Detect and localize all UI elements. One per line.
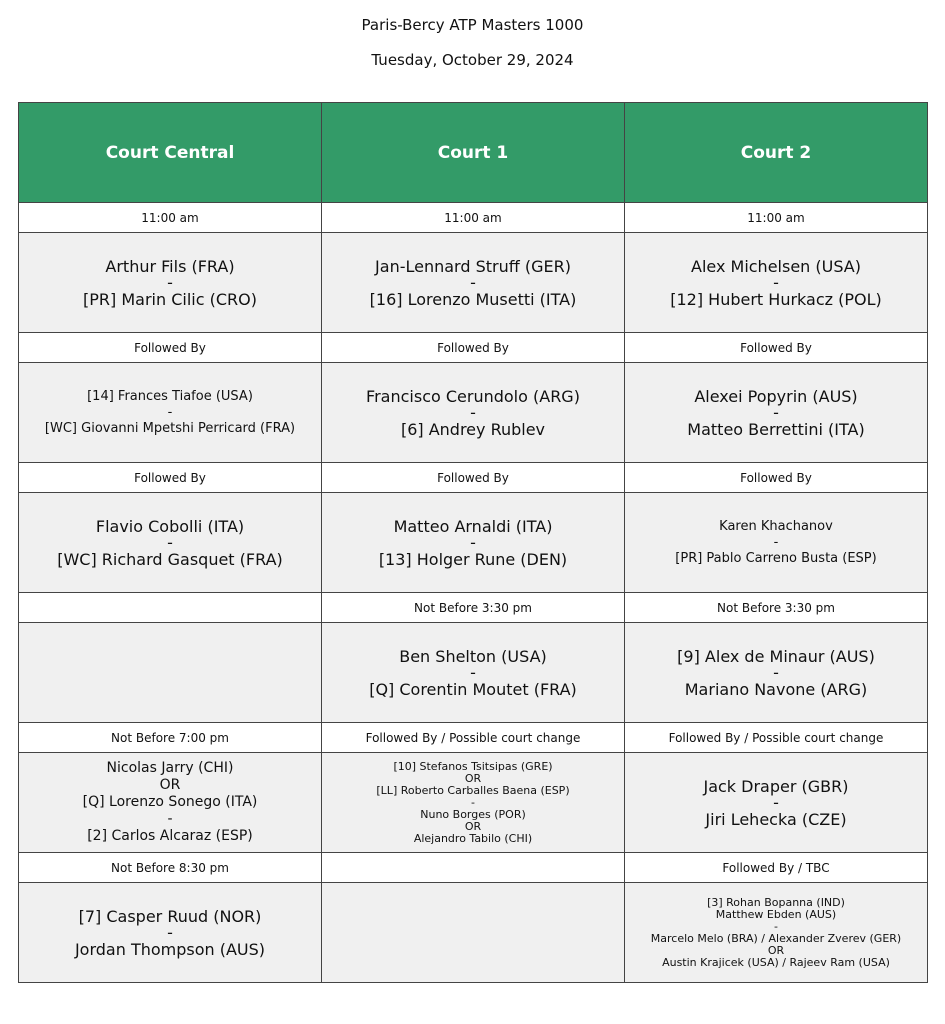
versus-separator: -	[773, 534, 779, 550]
time-slot-cell: 11:00 am	[625, 203, 928, 233]
player-line: [PR] Pablo Carreno Busta (ESP)	[675, 550, 877, 566]
time-row	[19, 593, 928, 623]
time-slot-cell: 11:00 am	[322, 203, 625, 233]
match-cell	[19, 753, 322, 853]
player-line: [2] Carlos Alcaraz (ESP)	[87, 828, 253, 844]
versus-separator: -	[167, 532, 173, 552]
or-separator: OR	[464, 819, 482, 833]
versus-separator: -	[167, 811, 173, 827]
player-line: [WC] Richard Gasquet (FRA)	[57, 549, 283, 569]
time-row	[19, 333, 928, 363]
player-line: Matteo Arnaldi (ITA)	[393, 516, 553, 536]
versus-separator: -	[167, 404, 173, 420]
time-slot-cell: Not Before 8:30 pm	[19, 853, 322, 883]
time-slot-cell: 11:00 am	[19, 203, 322, 233]
player-line: Marcelo Melo (BRA) / Alexander Zverev (GER)	[650, 931, 902, 945]
time-slot-cell: Followed By	[19, 463, 322, 493]
player-line: Jan-Lennard Struff (GER)	[375, 256, 571, 276]
match-cell	[322, 493, 625, 593]
match-cell	[322, 753, 625, 853]
time-slot-cell: Followed By	[625, 463, 928, 493]
time-row	[19, 203, 928, 233]
match-cell	[322, 623, 625, 723]
match-row	[19, 233, 928, 333]
match-cell	[19, 493, 322, 593]
versus-separator: -	[773, 272, 779, 292]
match-cell	[19, 233, 322, 333]
match-row	[19, 883, 928, 983]
time-row	[19, 723, 928, 753]
match-cell	[625, 233, 928, 333]
player-line: [14] Frances Tiafoe (USA)	[87, 388, 253, 404]
player-line: Austin Krajicek (USA) / Rajeev Ram (USA)	[662, 955, 890, 969]
player-line: [7] Casper Ruud (NOR)	[78, 906, 262, 926]
event-date: Tuesday, October 29, 2024	[371, 51, 574, 69]
time-slot-cell: Followed By / Possible court change	[625, 723, 928, 753]
player-line: [Q] Corentin Moutet (FRA)	[369, 679, 577, 699]
time-slot-cell: Followed By	[19, 333, 322, 363]
versus-separator: -	[470, 532, 476, 552]
player-line: Alejandro Tabilo (CHI)	[413, 831, 533, 845]
player-line: Jiri Lehecka (CZE)	[705, 809, 847, 829]
court-header-row	[19, 103, 928, 203]
time-slot-cell	[19, 593, 322, 623]
player-line: [13] Holger Rune (DEN)	[378, 549, 568, 569]
or-separator: OR	[159, 777, 181, 793]
player-line: [Q] Lorenzo Sonego (ITA)	[82, 794, 258, 810]
player-line: Flavio Cobolli (ITA)	[95, 516, 245, 536]
player-line: Nuno Borges (POR)	[420, 807, 526, 821]
time-slot-cell: Followed By	[625, 333, 928, 363]
match-cell	[322, 883, 625, 983]
versus-separator: -	[774, 919, 778, 933]
time-row	[19, 463, 928, 493]
versus-separator: -	[470, 402, 476, 422]
player-line: Matteo Berrettini (ITA)	[687, 419, 865, 439]
player-line: [12] Hubert Hurkacz (POL)	[670, 289, 882, 309]
time-slot-cell: Followed By / TBC	[625, 853, 928, 883]
schedule-table	[18, 102, 928, 983]
player-line: Francisco Cerundolo (ARG)	[366, 386, 580, 406]
court-header-central: Court Central	[19, 103, 322, 203]
match-cell	[322, 363, 625, 463]
time-slot-cell: Not Before 3:30 pm	[322, 593, 625, 623]
match-cell	[19, 363, 322, 463]
match-row	[19, 493, 928, 593]
player-line: Jack Draper (GBR)	[703, 776, 849, 796]
match-row	[19, 753, 928, 853]
player-line: Arthur Fils (FRA)	[105, 256, 235, 276]
player-line: [10] Stefanos Tsitsipas (GRE)	[393, 759, 553, 773]
match-row	[19, 623, 928, 723]
player-line: [LL] Roberto Carballes Baena (ESP)	[376, 783, 570, 797]
player-line: Nicolas Jarry (CHI)	[106, 760, 234, 776]
player-line: [PR] Marin Cilic (CRO)	[83, 289, 257, 309]
player-line: Alex Michelsen (USA)	[691, 256, 861, 276]
versus-separator: -	[471, 795, 475, 809]
player-line: Matthew Ebden (AUS)	[715, 907, 837, 921]
court-header-court-1: Court 1	[322, 103, 625, 203]
versus-separator: -	[167, 272, 173, 292]
time-slot-cell: Not Before 7:00 pm	[19, 723, 322, 753]
time-slot-cell: Followed By	[322, 333, 625, 363]
match-cell	[625, 753, 928, 853]
player-line: [16] Lorenzo Musetti (ITA)	[369, 289, 577, 309]
time-row	[19, 853, 928, 883]
time-slot-cell: Followed By / Possible court change	[322, 723, 625, 753]
match-cell	[625, 623, 928, 723]
player-line: [9] Alex de Minaur (AUS)	[677, 646, 875, 666]
match-cell	[625, 883, 928, 983]
versus-separator: -	[773, 792, 779, 812]
player-line: [WC] Giovanni Mpetshi Perricard (FRA)	[44, 420, 296, 436]
match-cell	[19, 883, 322, 983]
player-line: Alexei Popyrin (AUS)	[694, 386, 858, 406]
or-separator: OR	[464, 771, 482, 785]
or-separator: OR	[767, 943, 785, 957]
player-line: Jordan Thompson (AUS)	[74, 939, 266, 959]
court-header-court-2: Court 2	[625, 103, 928, 203]
player-line: Ben Shelton (USA)	[399, 646, 547, 666]
match-cell	[322, 233, 625, 333]
match-cell	[625, 493, 928, 593]
versus-separator: -	[470, 272, 476, 292]
versus-separator: -	[470, 662, 476, 682]
match-cell	[19, 623, 322, 723]
time-slot-cell	[322, 853, 625, 883]
versus-separator: -	[773, 402, 779, 422]
event-title: Paris-Bercy ATP Masters 1000	[361, 16, 584, 34]
player-line: [6] Andrey Rublev	[400, 419, 546, 439]
player-line: Karen Khachanov	[719, 518, 833, 534]
match-cell	[625, 363, 928, 463]
match-row	[19, 363, 928, 463]
player-line: Mariano Navone (ARG)	[684, 679, 868, 699]
time-slot-cell: Not Before 3:30 pm	[625, 593, 928, 623]
schedule-body	[19, 203, 928, 983]
player-line: [3] Rohan Bopanna (IND)	[707, 895, 845, 909]
time-slot-cell: Followed By	[322, 463, 625, 493]
versus-separator: -	[773, 662, 779, 682]
versus-separator: -	[167, 922, 173, 942]
